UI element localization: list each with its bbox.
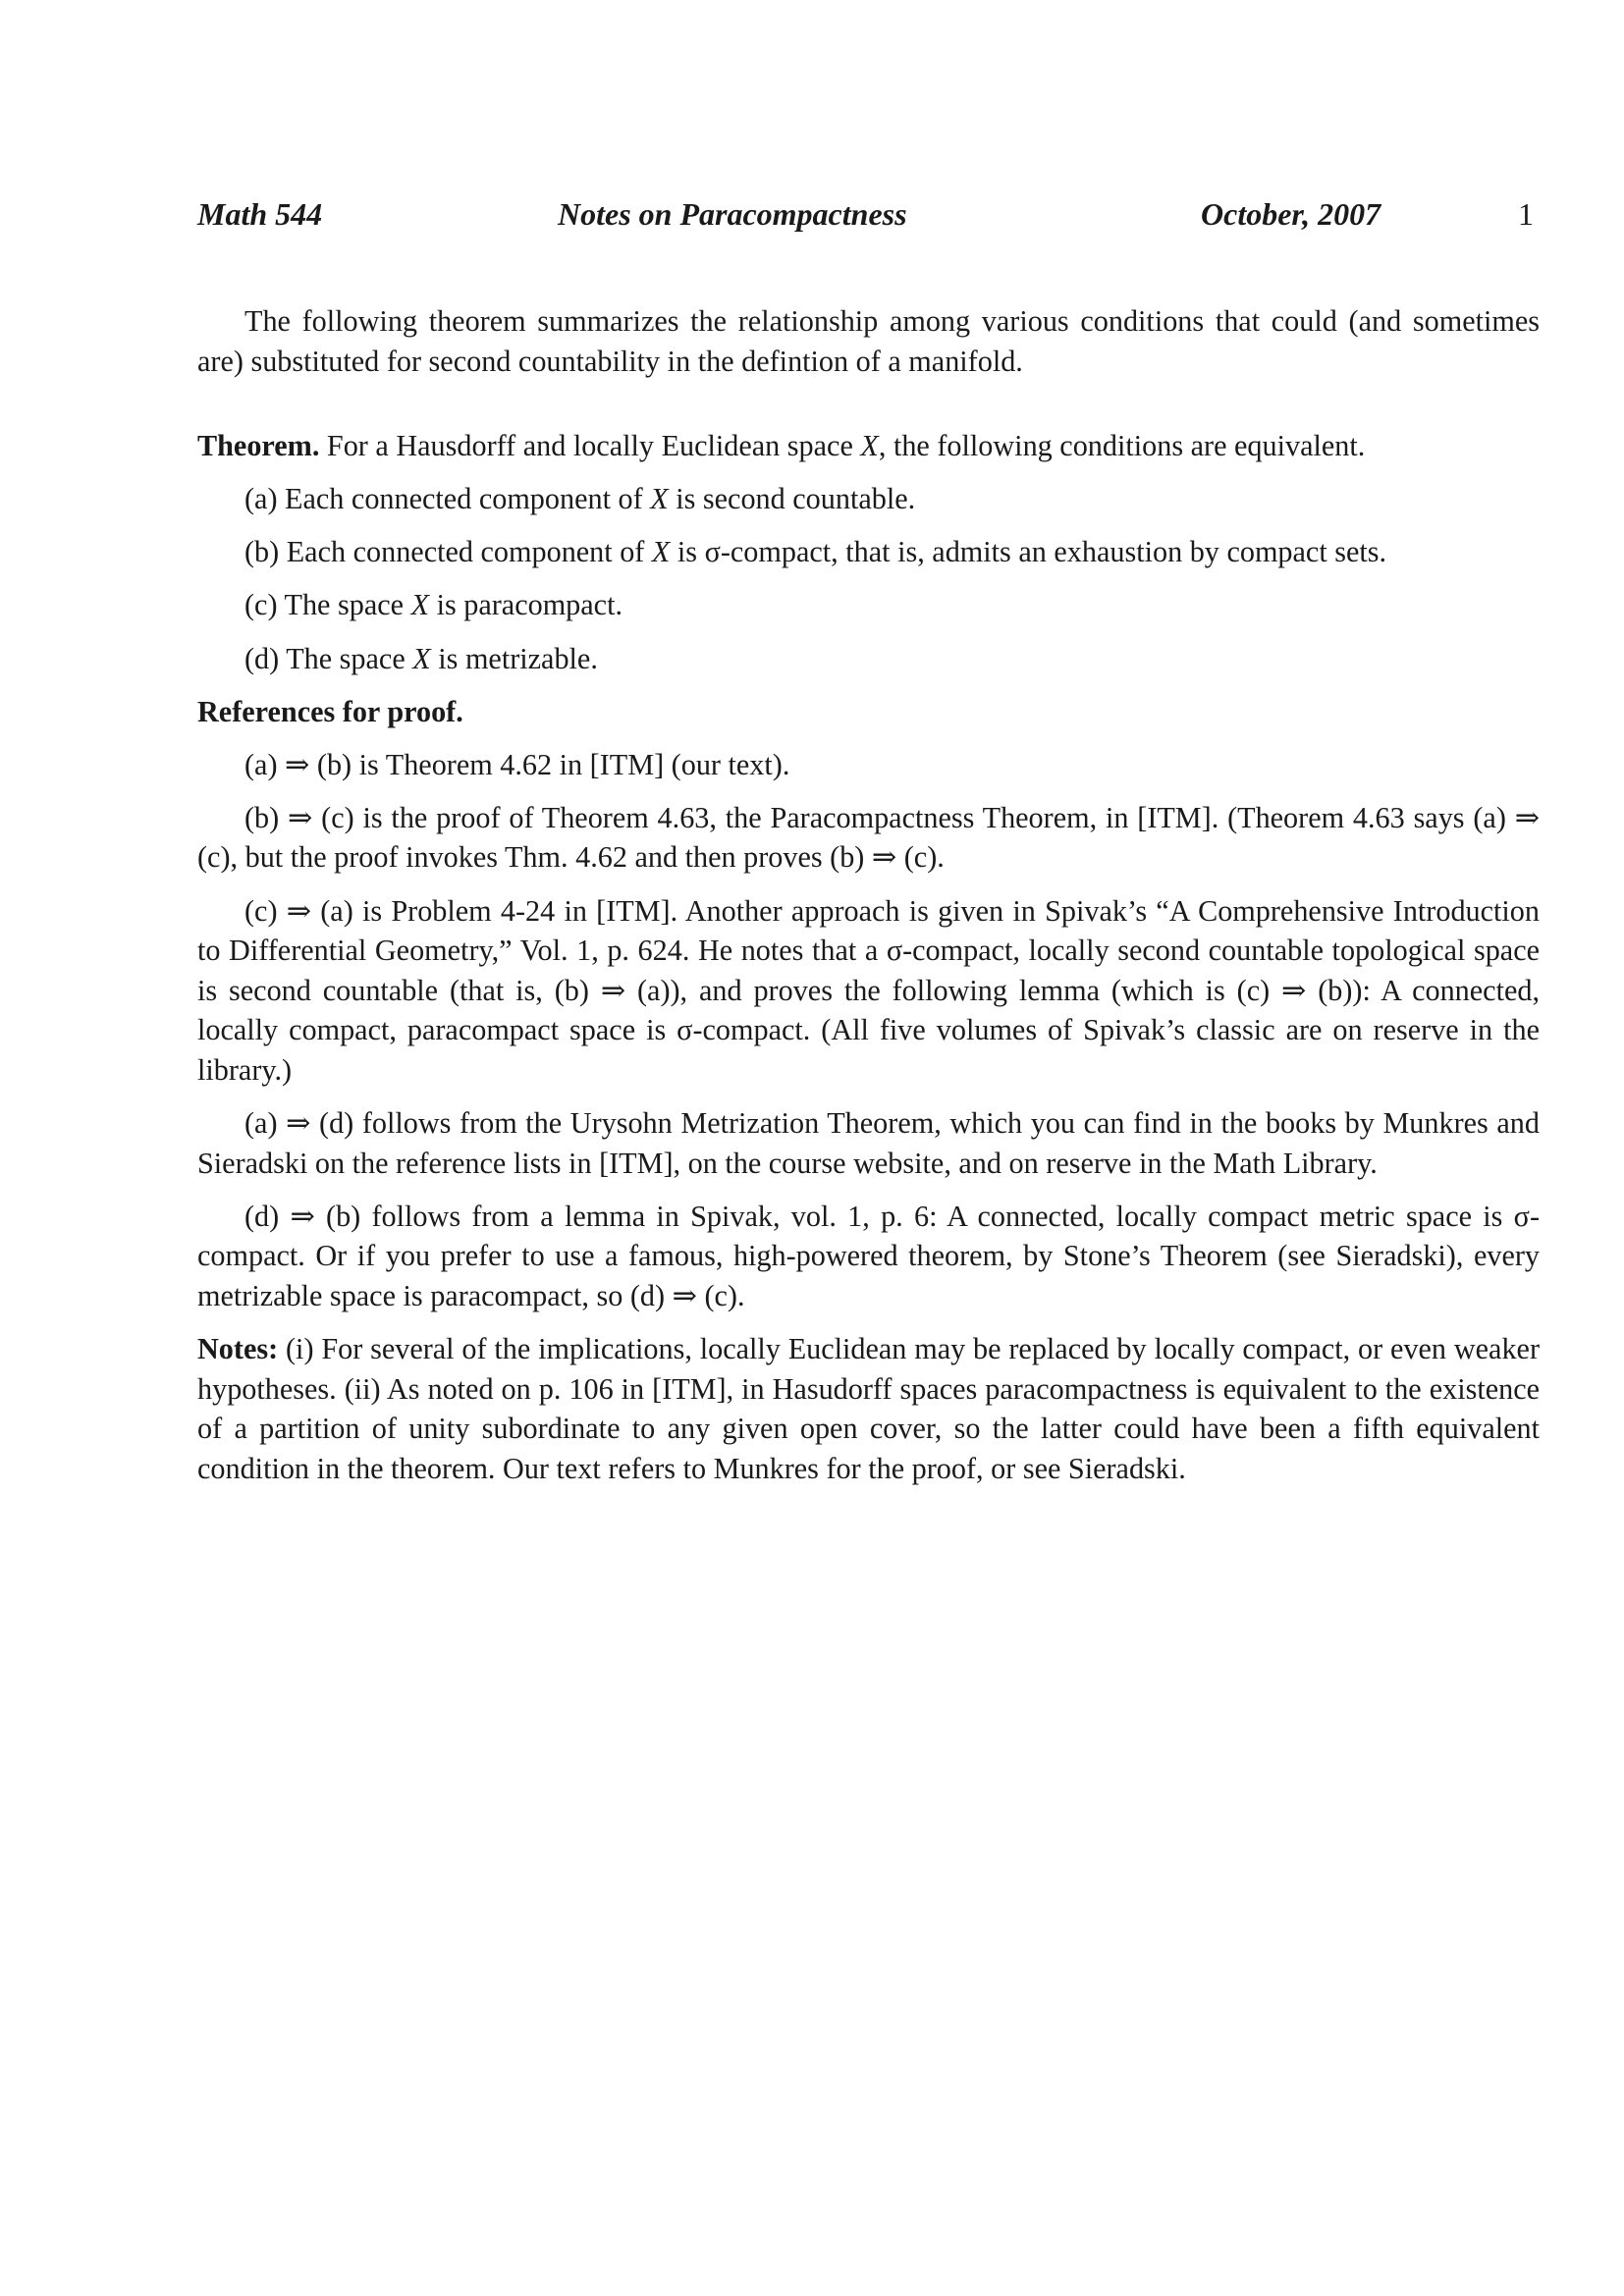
document-page	[197, 0, 1540, 2296]
notes-paragraph	[197, 1329, 1540, 1488]
reference-b-c: (b) ⇒ (c) is the proof of Theorem 4.63, the Paracompactness Theorem, in [ITM]. (Theorem 4.63 says (a) ⇒ (c), but the proof invokes Thm. 4.62 and then proves (b) ⇒ (c).	[197, 800, 1540, 875]
document-title: Notes on Paracompactness	[558, 196, 907, 232]
condition-d-var: X	[412, 641, 431, 675]
document-date: October, 2007	[1201, 196, 1381, 232]
reference-c-a: (c) ⇒ (a) is Problem 4-24 in [ITM]. Another approach is given in Spivak’s “A Comprehensive Introduction to Differential Geometry,” Vol. 1, p. 624. He notes that a σ-compact, locally second countable topological space is second countable (that is, (b) ⇒ (a)), and proves the following lemma (which is (c) ⇒ (b)): A connected, locally compact, paracompact space is σ-compact. (All five volumes of Spivak’s classic are on reserve in the library.)	[197, 893, 1540, 1087]
condition-b-post: is σ-compact, that is, admits an exhaustion by compact sets.	[677, 535, 1387, 569]
condition-a-pre: (a) Each connected component of	[244, 482, 643, 516]
condition-c-pre: (c) The space	[244, 588, 405, 622]
reference-a-b: (a) ⇒ (b) is Theorem 4.62 in [ITM] (our text).	[244, 747, 790, 781]
condition-b-pre: (b) Each connected component of	[244, 535, 645, 569]
condition-a-var: X	[650, 482, 669, 516]
condition-b	[197, 532, 1540, 572]
theorem-statement	[197, 426, 1540, 466]
course-name: Math 544	[197, 196, 323, 232]
theorem-text-post: , the following conditions are equivalent.	[878, 429, 1366, 463]
condition-a-post: is second countable.	[676, 482, 916, 516]
theorem-text-pre: For a Hausdorff and locally Euclidean space	[326, 429, 853, 463]
notes-label: Notes:	[197, 1331, 279, 1365]
intro-paragraph: The following theorem summarizes the relationship among various conditions that could (and sometimes are) substituted for second countability in the defintion of a manifold.	[197, 304, 1540, 378]
condition-d	[197, 639, 1540, 679]
condition-c-var: X	[410, 588, 430, 622]
condition-d-pre: (d) The space	[244, 641, 406, 675]
condition-b-var: X	[651, 535, 671, 569]
reference-a-d: (a) ⇒ (d) follows from the Urysohn Metrization Theorem, which you can find in the books by Munkres and Sieradski on the reference lists in [ITM], on the course website, and on reserve in the Math Library.	[197, 1106, 1540, 1180]
document-body	[197, 301, 1540, 1488]
theorem-label: Theorem.	[197, 429, 320, 463]
reference-d-b: (d) ⇒ (b) follows from a lemma in Spivak, vol. 1, p. 6: A connected, locally compact metric space is σ-compact. Or if you prefer to use a famous, high-powered theorem, by Stone’s Theorem (see Sieradski), every metrizable space is paracompact, so (d) ⇒ (c).	[197, 1199, 1540, 1312]
condition-c-post: is paracompact.	[436, 588, 623, 622]
page-number: 1	[1518, 196, 1534, 232]
theorem-variable: X	[860, 429, 879, 463]
condition-a	[197, 479, 1540, 519]
condition-d-post: is metrizable.	[438, 641, 598, 675]
notes-text: (i) For several of the implications, locally Euclidean may be replaced by locally compact, or even weaker hypotheses. (ii) As noted on p. 106 in [ITM], in Hasudorff spaces paracompactness is equivalent to the existence of a partition of unity subordinate to any given open cover, so the latter could have been a fifth equivalent condition in the theorem. Our text refers to Munkres for the proof, or see Sieradski.	[197, 1331, 1541, 1485]
references-heading: References for proof.	[197, 694, 463, 728]
running-header	[197, 196, 1540, 245]
condition-c	[197, 585, 1540, 625]
